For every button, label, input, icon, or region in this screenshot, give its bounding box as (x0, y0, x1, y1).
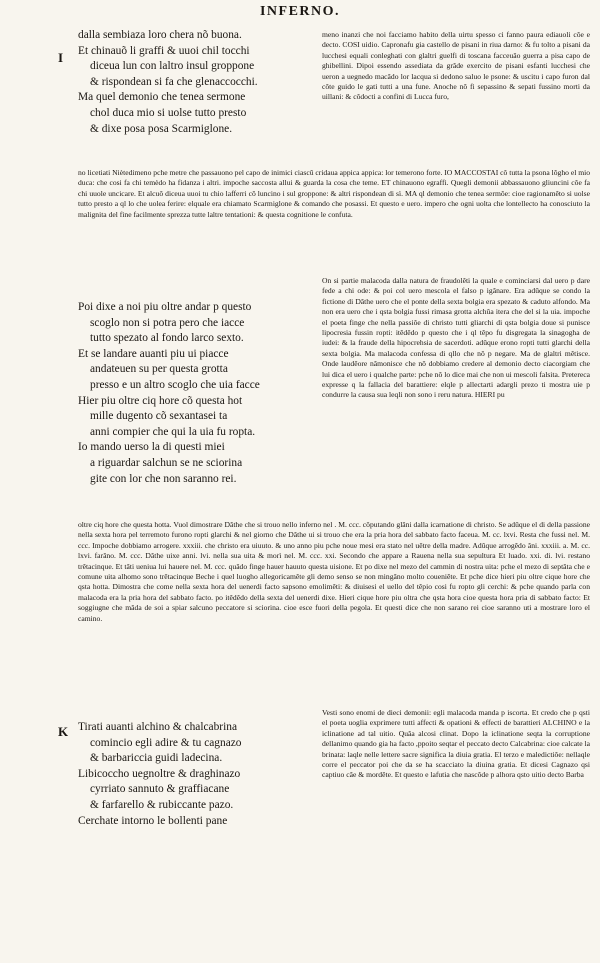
commentary-text: Vesti sono enomi de dieci demonii: egli malacoda manda p iscorta. Et credo che p qsti el poeta uoglia exprimere tutti affecti & opationi & effecti de barattieri ALCHINO e la iclinatione ad tal uitio. Quãa alcosi clinat. Dopo la iclinatione seqta la corruptione dellanimo quando gia ha facto ,ppoito seqtar el peccato decto Calcabrina: cioe calcate la brinata: laqle nelle lettere sacre significa la diuia gratia. El terzo e maledictiõe: nellaqle corre el peccator poi che da se ha scacciato la diuina gratia. Et dicesi Cagnazo qsi captiuo cãe & mordẽte. Et questo e lafutia che nascõde p alhora qsto uitio decto Barba (322, 708, 590, 780)
verse-line: anni compier che qui la uia fu ropta. (90, 425, 256, 438)
commentary-block-3 (322, 708, 590, 858)
verse-line: & barbariccia guidi ladecina. (90, 752, 223, 765)
commentary-full-2 (78, 520, 590, 712)
verse-line: Tirati auanti alchino & chalcabrina (78, 721, 237, 733)
commentary-block-2 (322, 276, 590, 518)
verse-line: chol duca mio si uolse tutto presto (90, 106, 247, 119)
verse-line: Io mando uerso la di questi miei (78, 441, 225, 454)
verse-line: mille dugento cõ sexantasei ta (90, 410, 228, 423)
verse-line: Et chinauõ li graffi & uuoi chil tocchi (78, 44, 250, 57)
verse-block-1 (78, 28, 318, 137)
verse-block-3 (78, 720, 318, 829)
verse-line: andateuen su per questa grotta (90, 363, 228, 376)
verse-line: dalla sembiaza loro chera nõ buona. (78, 29, 242, 41)
commentary-text: no licetiati Niètedimeno pche metre che passauono pel capo de inimici ciascũ cridaua appica appica: lor temerono forte. IO MACCOSTAI cõ tutta la psona lõgho el mio duca: che cosi fa chi temèdo ha fidanza i altri. impoche saccosta allui & guarda la cosa che teme. ET chinauono egraffi. Quegli demonii abbassauono gliuncini cõe fa chi uuole uncicare. Et alcuõ diceua uuoi tu chio lafferri cõ luncino i sul groppone: & altri rispondean di sì. MA ql demonio che tenea sermõe: cioe ragionamẽto si uolse tutto presto a ql lo che uolea ferire: elquale era chiamato Scarmiglone & comando che posassi. Et questo e uero. impero che ogni uolta che lontellecto ha conosciuto la malignita del fine facilmente sprezza tutte laltre tentationi: & questa cognitione le confuta. (78, 168, 590, 219)
verse-line: & dixe posa posa Scarmiglone. (90, 122, 233, 135)
commentary-text: On si partie malacoda dalla natura de fraudolẽti la quale e cominciarsi dal uero p dare fede a chi ode: & poi col uero mescola el falso p igãnare. Era adũque se condo la fictione di Dãthe uero che el ponte della sexta bolgia era spezato & caduto alfondo. Ma non era uero che i qsta bolgia fussi rimasa grotta alchũa itera che del si la uia. impoche el poeta finge che nella passiõe di christo tutti gliarchi di qsta bolgia doue si punisce lipocresia fussin ropti: itẽdẽdo p questo che i ql tẽpo fu disgregata la sinagogha de iudei: & la fraude della hipocrehsia de sacerdoti. adũque erono ropti tutti glarchi della sexta bolgia. Ma malacoda confessa di qllo che nõ p negare. Ma de glaltri mẽtisce. Onde laudẽore nãmonisce che nõ dobbiamo credere al demonio decto ciacorgiam che lui dica el uero i qualche parte: pche nõ lo dice mai che non ui mescoli falsita. Pretereca expresse q la fallacia del barattiere: elqle p allectarti adargli prezo ti mostra uie p condurre la causa sua leqli non sono i reru natura. HIERI pu (322, 276, 590, 400)
verse-line: Libicoccho uegnoltre & draghinazo (78, 767, 241, 780)
commentary-text: oltre ciq hore che questa hotta. Vuol dimostrare Dãthe che si trouo nello inferno nel . M. ccc. cõputando glãni dalla icarnatione di christo. Se adũque el di della passione nella sexta hora pel terremoto furono ropti glarchi & nel giorno che Dãthe ui si trouo che era la pria hora del sabbato facto faceua. M. cc. lxvi. Resta che fussi nel. M. ccc. Impoche dobbiamo arrogere. xxxiii. che christo era uiuuto. & uno anno piu pche noue mesi era stato nel uẽtre della madre. Adũque arrogẽdo ãni. xxxiii. a. M. cc. lxvi. farãno. M. ccc. Dãthe uixe anni. lvi. nella sua uita & morì nel. M. ccc. xxi. Secondo che appare a Rauena nella sua sepultura Et luado. xxi. di. lvi. restano trẽtacinque. Et tãti ueniua lui hauere nel. M. ccc. quãdo finge hauer hauuto questa uisione. Et po dixe nel mezo del cammin di nostra uita: pche el mezo di septãta che e comune uita alhomo sono trẽtacinque Beche i quel luogho allegoricamẽte gli demo senso se non mingãno molto coueniẽte. Et pche dice hieri piu oltre cique hore che qsta hotta. Dimostra che come nella sexta hora del uenerdi facto sapsono emolimẽti: & diuisesi el uello del tẽpio cosi fu ropto gli cerchi: & pche quando parla con malacoda era la pria hora del sabbato facto. po itẽdẽdo della sexta del uenerdi dixe. Hieri cique hore piu oltra che qsta hora cioe questa hora pria di sabbato facto: Et soggiugne che mãda de soi a spiar salcuno peccatore si sciorina. cioe esce fuori della pegola. Et questi dice che non sarano rei cioe saranno uti a mostrare loro el camino. (78, 520, 590, 623)
verse-line: scoglo non si potra pero che iacce (90, 316, 245, 329)
verse-line: Hier piu oltre ciq hore cõ questa hot (78, 394, 243, 407)
verse-block-2 (78, 300, 318, 487)
verse-line: gite con lor che non saranno rei. (90, 472, 237, 485)
commentary-block-1 (322, 30, 590, 166)
running-header: INFERNO. (259, 4, 341, 19)
verse-line: tutto spezato al fondo larco sexto. (90, 332, 244, 345)
verse-line: a riguardar salchun se ne sciorina (90, 456, 243, 469)
verse-line: & farfarello & rubiccante pazo. (90, 798, 234, 811)
verse-line: presso e un altro scoglo che uia facce (90, 378, 260, 391)
commentary-text: meno inanzi che noi facciamo habito della uirtu spesso ci fanno paura ediauoli cõe e decto. COSI uidio. Capronafu gia castello de pisani in riua darno: & fu tolto a pisani da lucchesi equali conleghati con glaltri guelfi di toscana facceuão guerra a pisa capo de ghibellini. Dipoi essendo assediata da grãde exercito de pisani esfanti lucchesi che ueron a uegnedo macãdo lor lacqua si dedono saluo le psone: & uscitu i capo furon dal cõte guido le gati tutti a una fune. Anoche nõ fi sepassino & sepati fussino morti da uillani: & cõdocti a confini di Lucca furo, (322, 30, 590, 102)
verse-line: diceua lun con laltro insul groppone (90, 60, 255, 73)
commentary-full-1 (78, 168, 590, 272)
verse-line: Et se landare auanti piu ui piacce (78, 347, 229, 360)
verse-line: cyrriato sannuto & graffiacane (90, 783, 230, 796)
verse-line: comincio egli adire & tu cagnazo (90, 736, 242, 749)
verse-line: & rispondean si fa che glenaccocchi. (90, 75, 258, 88)
verse-line: Poi dixe a noi piu oltre andar p questo (78, 301, 252, 313)
margin-marker-i: I (58, 50, 64, 65)
verse-line: Ma quel demonio che tenea sermone (78, 91, 246, 104)
margin-marker-k: K (58, 724, 69, 739)
verse-line: Cerchate intorno le bollenti pane (78, 814, 228, 827)
